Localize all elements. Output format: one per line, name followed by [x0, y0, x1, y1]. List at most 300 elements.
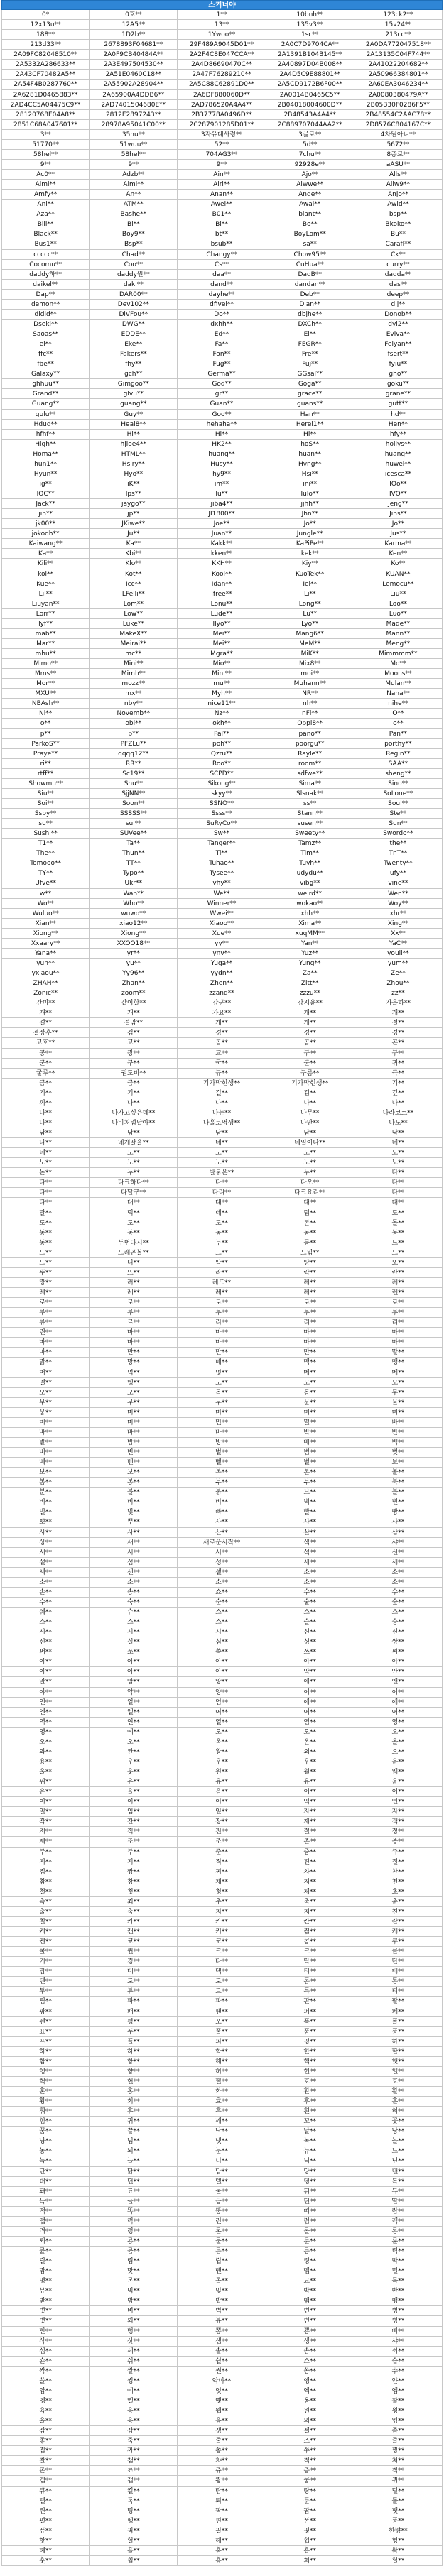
table-cell: Long** — [266, 599, 354, 609]
table-cell: ZHAH** — [1, 978, 90, 988]
table-cell: 아** — [178, 1657, 266, 1667]
table-cell: porthy** — [354, 739, 443, 749]
table-cell: 팡** — [1, 2007, 90, 2017]
table-cell: Ac0** — [1, 170, 90, 180]
table-cell: 2AD7401504680E** — [90, 100, 178, 110]
table-cell: 롤** — [266, 2227, 354, 2237]
table-cell: 탄** — [354, 1957, 443, 1967]
table-cell: Eke** — [90, 339, 178, 349]
table-cell: 7chu** — [266, 150, 354, 160]
table-cell: 케** — [354, 1927, 443, 1937]
table-cell: 바** — [354, 1418, 443, 1428]
table-cell: Hi** — [90, 430, 178, 440]
table-cell: 러** — [90, 1278, 178, 1288]
table-cell: 루** — [266, 1308, 354, 1318]
table-cell: 윙** — [354, 2406, 443, 2416]
table-cell: B01** — [178, 209, 266, 219]
table-cell: 맘** — [1, 2266, 90, 2276]
table-cell: 2A6DF880060D** — [178, 90, 266, 100]
table-cell: 주** — [90, 1848, 178, 1857]
table-cell: 투** — [1, 1987, 90, 1997]
table-cell: Bl** — [178, 219, 266, 229]
table-cell: Mei** — [178, 639, 266, 649]
table-cell: 다** — [1, 1178, 90, 1188]
table-cell: 욕** — [1, 2406, 90, 2416]
table-cell: guans** — [266, 399, 354, 409]
table-cell: 힘** — [1, 2117, 90, 2127]
table-cell: 드** — [178, 1248, 266, 1258]
table-cell: huang** — [178, 449, 266, 459]
table-cell: Cocomu** — [1, 260, 90, 270]
table-cell: 의** — [266, 2416, 354, 2426]
table-cell: Slsnak** — [266, 789, 354, 799]
table-cell: 림** — [90, 2256, 178, 2266]
table-cell: Han** — [266, 410, 354, 420]
table-cell: 동** — [354, 1228, 443, 1238]
table-cell: 나는** — [178, 1108, 266, 1118]
table-cell: 스** — [1, 1617, 90, 1627]
table-cell: 58hel** — [1, 150, 90, 160]
table-cell: didid** — [1, 310, 90, 320]
table-cell: the** — [354, 839, 443, 848]
table-cell: bsub** — [178, 239, 266, 249]
table-cell: 보** — [1, 1468, 90, 1478]
table-cell: 미** — [1, 1418, 90, 1428]
table-cell: 쥬** — [354, 1848, 443, 1857]
table-cell: 텐** — [1, 1977, 90, 1987]
table-cell: 홉** — [266, 2546, 354, 2556]
table-cell: Made** — [354, 619, 443, 629]
table-cell: 똑** — [90, 2207, 178, 2217]
table-cell: 호** — [266, 2077, 354, 2087]
table-cell: Iulo** — [266, 489, 354, 499]
table-cell: 재** — [266, 1817, 354, 1827]
table-cell: 나무** — [266, 1108, 354, 1118]
table-cell: 다** — [1, 1188, 90, 1198]
table-cell: 2A54F4B0287760** — [1, 80, 90, 89]
table-cell: gulu** — [1, 410, 90, 420]
table-cell: Awld** — [354, 200, 443, 209]
table-cell: Xx** — [354, 929, 443, 939]
table-cell: Tuvh** — [266, 858, 354, 868]
table-cell: Wo** — [1, 899, 90, 909]
table-cell: 희** — [266, 2556, 354, 2566]
table-cell: xhr** — [354, 909, 443, 919]
table-cell: 살** — [266, 1528, 354, 1538]
table-cell: 와** — [1, 1747, 90, 1757]
table-cell: 독** — [354, 2177, 443, 2187]
table-cell: 비** — [90, 1497, 178, 1507]
table-cell: Herel1** — [266, 420, 354, 430]
table-cell: 악마** — [178, 2376, 266, 2386]
table-cell: Lorr** — [1, 609, 90, 619]
table-cell: 태** — [90, 1967, 178, 1977]
table-cell: 방** — [178, 1438, 266, 1448]
table-cell: sa** — [266, 239, 354, 249]
table-cell: dyi2** — [354, 320, 443, 329]
table-cell: 교** — [178, 1049, 266, 1059]
table-cell: 픽** — [90, 2526, 178, 2536]
table-cell: 소** — [354, 1578, 443, 1588]
table-cell: 마** — [90, 1328, 178, 1338]
table-cell: gho** — [354, 369, 443, 379]
table-cell: EDDE** — [90, 329, 178, 339]
table-cell: 종** — [354, 1837, 443, 1847]
table-cell: 칼** — [354, 1917, 443, 1927]
table-cell: ghhuu** — [1, 379, 90, 389]
table-cell: 볏** — [1, 2316, 90, 2326]
table-cell: 색** — [266, 1538, 354, 1548]
table-cell: DAR00** — [90, 290, 178, 300]
table-cell: 만** — [266, 1348, 354, 1358]
table-cell: 바** — [178, 1428, 266, 1438]
table-cell: 10bnh** — [266, 10, 354, 20]
table-cell: 함** — [1, 2057, 90, 2067]
table-cell: Yy96** — [90, 968, 178, 978]
table-cell: 몬** — [90, 2276, 178, 2286]
table-cell: 맛** — [90, 2266, 178, 2276]
table-cell: Mix8** — [266, 659, 354, 669]
table-cell: 레** — [266, 1288, 354, 1298]
table-cell: Hvng** — [266, 459, 354, 469]
table-cell: 빨** — [266, 1507, 354, 1517]
table-cell: 춤** — [90, 1907, 178, 1917]
table-cell: 처** — [266, 1877, 354, 1887]
table-cell: 2A5332A286633** — [1, 60, 90, 70]
table-cell: 소** — [266, 1568, 354, 1578]
table-cell: TT** — [90, 858, 178, 868]
table-cell: 규** — [178, 1069, 266, 1079]
table-cell: DadB** — [266, 270, 354, 280]
table-cell: 꽃** — [354, 2117, 443, 2127]
table-cell: 쇠** — [354, 2347, 443, 2357]
table-cell: 또** — [354, 1258, 443, 1268]
table-cell: 뽕** — [178, 2327, 266, 2337]
table-cell: Almi** — [1, 180, 90, 190]
table-cell: 친** — [354, 1907, 443, 1917]
table-cell: 핏** — [266, 2526, 354, 2536]
table-cell: 모** — [1, 1388, 90, 1398]
table-cell: 노** — [354, 1148, 443, 1158]
table-cell: Eviva** — [354, 329, 443, 339]
table-cell: dbjhe** — [266, 310, 354, 320]
table-cell: 모** — [90, 1388, 178, 1398]
table-cell: Typo** — [90, 868, 178, 878]
table-cell: 뒤** — [266, 2187, 354, 2197]
table-cell: 바** — [90, 1428, 178, 1438]
table-cell: 시** — [90, 1627, 178, 1637]
table-cell: 스** — [266, 1608, 354, 1617]
table-cell: 봄** — [1, 1478, 90, 1488]
table-cell: ParkoS** — [1, 739, 90, 749]
table-cell: 톡** — [90, 2496, 178, 2506]
table-cell: 개** — [1, 1008, 90, 1018]
table-cell: 앤** — [354, 1677, 443, 1687]
table-cell: 2A60EA3046234** — [354, 80, 443, 89]
table-cell: 노** — [178, 1148, 266, 1158]
table-cell: 안** — [354, 1667, 443, 1677]
table-cell: KuoTek** — [266, 569, 354, 579]
table-cell: 뇌** — [90, 2146, 178, 2156]
table-cell: 미** — [354, 1408, 443, 1418]
table-cell: jokodh** — [1, 529, 90, 539]
table-cell: 벽** — [178, 2306, 266, 2316]
table-cell: kol** — [1, 569, 90, 579]
table-cell: 남** — [1, 1128, 90, 1138]
table-cell: 체** — [266, 1887, 354, 1897]
table-cell: Xiaoo** — [178, 919, 266, 929]
table-cell: Gimgoo** — [90, 379, 178, 389]
table-cell: 허** — [178, 2067, 266, 2077]
table-cell: 시** — [178, 1627, 266, 1637]
table-cell: 룬** — [266, 2237, 354, 2247]
table-cell: Lemocu** — [354, 579, 443, 589]
table-cell: fsert** — [354, 349, 443, 359]
table-cell: 나** — [354, 1098, 443, 1108]
table-cell: 향** — [90, 2067, 178, 2077]
table-cell: Bu** — [354, 229, 443, 239]
table-cell: IVO** — [354, 489, 443, 499]
table-cell: 구** — [90, 1059, 178, 1069]
table-cell: 등** — [178, 2197, 266, 2207]
table-cell: 행** — [1, 2067, 90, 2077]
table-cell: 리** — [266, 1318, 354, 1328]
table-cell: 빈** — [354, 1497, 443, 1507]
table-cell: 낭** — [354, 2127, 443, 2136]
table-cell: 잉** — [354, 2416, 443, 2426]
table-cell: 큐** — [1, 2487, 90, 2496]
table-cell: 삿** — [90, 2337, 178, 2347]
table-cell: 가요** — [178, 1008, 266, 1018]
table-cell: 극** — [354, 1069, 443, 1079]
table-cell: 다** — [354, 1188, 443, 1198]
table-cell: 박** — [266, 1428, 354, 1438]
table-cell: 빛** — [90, 1507, 178, 1517]
table-cell: 얍** — [1, 2386, 90, 2396]
table-cell: 키** — [1, 1957, 90, 1967]
table-cell: Luo** — [354, 609, 443, 619]
table-cell: 0* — [1, 10, 90, 20]
table-cell: 쏘** — [90, 1647, 178, 1657]
table-cell: 잔** — [90, 1817, 178, 1827]
table-cell: Liuyan** — [1, 599, 90, 609]
table-cell: YaC** — [354, 939, 443, 949]
table-cell: lyf** — [1, 619, 90, 629]
table-cell: 이** — [354, 1787, 443, 1797]
table-cell: 들** — [90, 2197, 178, 2207]
table-cell: 남** — [266, 1128, 354, 1138]
table-cell: mozz** — [90, 679, 178, 689]
table-cell: 탐** — [178, 2487, 266, 2496]
table-cell: Lyo** — [266, 619, 354, 629]
table-cell: 백** — [354, 1438, 443, 1448]
table-cell: 여** — [266, 1708, 354, 1718]
table-cell: 쿨** — [1, 1947, 90, 1957]
table-cell: 일** — [1, 1807, 90, 1817]
table-cell: Icc** — [90, 579, 178, 589]
table-cell: 럭** — [90, 2217, 178, 2227]
table-cell: T1** — [1, 839, 90, 848]
table-cell: 대** — [354, 1198, 443, 1208]
table-cell: O** — [354, 709, 443, 719]
table-cell: 3글로** — [266, 130, 354, 140]
table-cell: fyiu** — [354, 359, 443, 369]
table-cell: Jus** — [354, 529, 443, 539]
table-cell: 마** — [1, 1338, 90, 1348]
table-cell: 뿅** — [266, 2327, 354, 2337]
table-cell: Guy** — [90, 410, 178, 420]
table-cell: 누** — [266, 1168, 354, 1178]
table-cell: daddy하** — [1, 270, 90, 280]
table-cell: kken** — [178, 549, 266, 559]
table-cell: 씨** — [354, 1647, 443, 1657]
table-cell: 츄** — [178, 2466, 266, 2476]
name-list-table — [1, 0, 443, 2566]
table-cell: Husy** — [178, 459, 266, 469]
table-cell: 쓸** — [1, 2376, 90, 2386]
table-cell: Wuluo** — [1, 909, 90, 919]
table-cell: 두** — [178, 1238, 266, 1248]
table-cell: SuRyCo** — [178, 819, 266, 829]
table-cell: KUAN** — [354, 569, 443, 579]
table-cell: 옐** — [90, 2396, 178, 2406]
table-cell: Tamz** — [266, 839, 354, 848]
table-cell: 월** — [266, 1767, 354, 1777]
table-cell: Soul** — [354, 799, 443, 809]
table-cell: Saoas** — [1, 329, 90, 339]
table-cell: 커** — [178, 1927, 266, 1937]
table-cell: Sc19** — [90, 769, 178, 779]
table-cell: Jo** — [266, 519, 354, 529]
table-cell: Dap** — [1, 290, 90, 300]
table-cell: 람** — [354, 2207, 443, 2217]
table-cell: GGsal** — [266, 369, 354, 379]
table-cell: 구름** — [266, 1069, 354, 1079]
table-cell: Iu** — [178, 489, 266, 499]
table-cell: 패** — [90, 2007, 178, 2017]
table-cell: 오** — [178, 1728, 266, 1737]
table-cell: 번** — [90, 1448, 178, 1458]
table-cell: HTML** — [90, 449, 178, 459]
table-cell: 우** — [178, 1757, 266, 1767]
table-cell: 저** — [1, 1827, 90, 1837]
table-cell: 캐** — [1, 1927, 90, 1937]
table-cell: zz** — [354, 988, 443, 998]
table-cell: 유** — [178, 1777, 266, 1787]
table-cell: hfy** — [354, 430, 443, 440]
table-cell: 2B37778A0496D** — [178, 110, 266, 120]
table-cell: 렉** — [354, 2217, 443, 2227]
table-cell: 돈** — [266, 1218, 354, 1228]
table-cell: 결** — [354, 1018, 443, 1028]
table-cell: 층** — [266, 2466, 354, 2476]
table-cell: Lu** — [266, 609, 354, 619]
table-cell: 옛** — [178, 2396, 266, 2406]
table-cell: 퐁** — [354, 2516, 443, 2526]
table-cell: 작** — [1, 1817, 90, 1827]
table-cell: aASU** — [354, 160, 443, 170]
table-cell: jjhh** — [266, 499, 354, 509]
table-cell: Xima** — [266, 919, 354, 929]
table-cell: 효** — [178, 2097, 266, 2107]
table-cell: 핵** — [266, 2057, 354, 2067]
table-cell: Ajo** — [266, 170, 354, 180]
table-cell: 치** — [266, 1907, 354, 1917]
table-cell: Feiyan** — [354, 339, 443, 349]
table-cell: 심** — [178, 1637, 266, 1647]
table-cell: 라** — [178, 1268, 266, 1278]
table-cell: 마** — [354, 1328, 443, 1338]
table-cell: 숙** — [90, 1598, 178, 1608]
table-cell: 막** — [354, 2256, 443, 2266]
table-cell: 캔** — [90, 1927, 178, 1937]
table-cell: 두번다시** — [90, 1238, 178, 1248]
table-cell: 쌀** — [90, 2367, 178, 2376]
table-cell: nice11** — [178, 699, 266, 709]
table-cell: 리** — [178, 1318, 266, 1328]
table-cell: 샤** — [354, 2337, 443, 2347]
table-cell: 드** — [354, 1248, 443, 1258]
table-cell: 9** — [1, 160, 90, 170]
table-cell: Bili** — [1, 219, 90, 229]
table-cell: Winner** — [178, 899, 266, 909]
table-cell: 세** — [1, 1568, 90, 1578]
table-cell: Black** — [1, 229, 90, 239]
table-cell: pano** — [266, 729, 354, 739]
table-cell: vine** — [354, 878, 443, 888]
table-cell: 부** — [266, 1478, 354, 1488]
table-cell: 레드** — [178, 1278, 266, 1288]
table-cell: 크** — [178, 1947, 266, 1957]
table-cell: 넷** — [178, 2136, 266, 2146]
table-cell: 묵** — [354, 2276, 443, 2286]
table-cell: Thun** — [90, 848, 178, 858]
table-cell: 채** — [178, 1877, 266, 1887]
table-cell: 선** — [354, 1548, 443, 1558]
table-cell: 민** — [178, 1418, 266, 1428]
table-cell: 찌** — [178, 1867, 266, 1877]
table-cell: Wan** — [90, 889, 178, 899]
table-cell: Mio** — [178, 659, 266, 669]
table-cell: 8층로** — [354, 150, 443, 160]
table-cell: 부** — [178, 1478, 266, 1488]
table-cell: 광** — [90, 1049, 178, 1059]
table-cell: mab** — [1, 629, 90, 639]
table-cell: fbe** — [1, 359, 90, 369]
table-cell: 쭈** — [266, 2446, 354, 2456]
table-cell: 도** — [90, 1218, 178, 1228]
table-cell: Ken** — [354, 549, 443, 559]
table-cell: 신** — [1, 1637, 90, 1647]
table-cell: 먹** — [90, 1368, 178, 1378]
table-cell: 및** — [178, 2286, 266, 2296]
table-cell: 엇** — [178, 2386, 266, 2396]
table-cell: 소** — [266, 1578, 354, 1588]
table-cell: SCPD** — [178, 769, 266, 779]
table-cell: 수** — [1, 1598, 90, 1608]
table-cell: 밥** — [90, 2296, 178, 2306]
table-cell: 싹** — [1, 2367, 90, 2376]
table-cell: 뉴** — [266, 2146, 354, 2156]
table-cell: 엔** — [1, 1708, 90, 1718]
table-cell: 륜** — [354, 2237, 443, 2247]
table-cell: 임** — [90, 1807, 178, 1817]
table-cell: 노** — [266, 1158, 354, 1168]
table-cell: das** — [354, 280, 443, 290]
table-cell: Swordo** — [354, 829, 443, 839]
table-cell: ri** — [1, 759, 90, 769]
table-cell: Loo** — [354, 599, 443, 609]
